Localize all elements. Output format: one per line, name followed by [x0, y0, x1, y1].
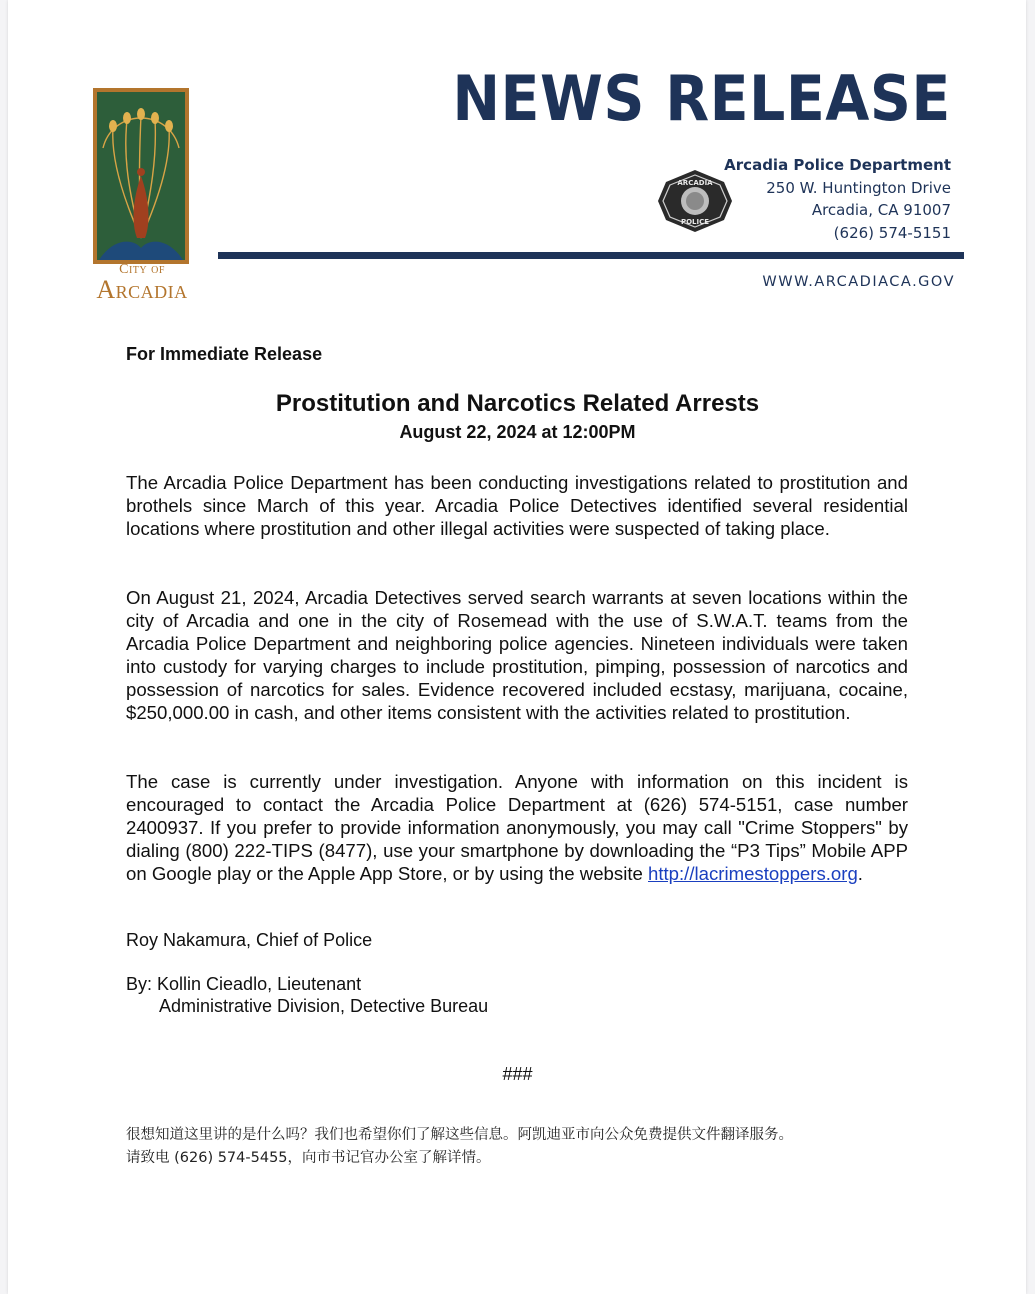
badge-bottom-text: POLICE	[680, 218, 710, 226]
end-mark: ###	[502, 1064, 533, 1084]
news-release-headline: NEWS RELEASE	[452, 62, 951, 135]
translation-notice-line-2: 请致电 (626) 574-5455，向市书记官办公室了解详情。	[126, 1150, 491, 1166]
logo-city-of: City of	[119, 262, 165, 277]
translation-notice	[126, 1124, 926, 1170]
badge-top-text: ARCADIA	[677, 179, 713, 187]
body-paragraph-2: On August 21, 2024, Arcadia Detectives served search warrants at seven locations within the city of Arcadia and one in the city of Rosemead with the use of S.W.A.T. teams from the Arcadia Police Department and neighboring police agencies. Nineteen individuals were taken into custody for varying charges to include prostitution, pimping, possession of narcotics and possession of narcotics for sales. Evidence recovered included ecstasy, marijuana, cocaine, $250,000.00 in cash, and other items consistent with the activities related to prostitution.	[126, 587, 908, 723]
body-paragraph-3-text: The case is currently under investigation. Anyone with information on this incident is encouraged to contact the Arcadia Police Department at (626) 574-5151, case number 2400937. If you prefer to provide information anonymously, you may call "Crime Stoppers" by dialing (800) 222-TIPS (8477), use your smartphone by downloading the “P3 Tips” Mobile APP on Google play or the Apple App Store, or by using the website	[126, 771, 908, 884]
chief-signature: Roy Nakamura, Chief of Police	[126, 930, 373, 950]
department-phone: (626) 574-5151	[833, 223, 951, 242]
release-title: Prostitution and Narcotics Related Arrests	[275, 390, 760, 417]
crime-stoppers-link[interactable]: http://lacrimestoppers.org	[648, 863, 858, 884]
release-date: August 22, 2024 at 12:00PM	[399, 422, 636, 442]
body-paragraph-3	[126, 770, 908, 885]
link-suffix: .	[857, 863, 863, 884]
peacock-emblem-icon	[93, 88, 189, 264]
author-byline: By: Kollin Cieadlo, Lieutenant	[126, 974, 362, 994]
department-name: Arcadia Police Department	[724, 156, 951, 174]
header-divider	[218, 252, 964, 259]
translation-notice-line-1: 很想知道这里讲的是什么吗？我们也希望你们了解这些信息。阿凯迪亚市向公众免费提供文件翻译服务。	[126, 1127, 793, 1143]
logo-city-name: Arcadia	[96, 275, 188, 304]
body-paragraph-1: The Arcadia Police Department has been conducting investigations related to prostitution and brothels since March of this year. Arcadia Police Detectives identified several residential locations where prostitution and other illegal activities were suspected of taking place.	[126, 472, 908, 539]
address-line-2: Arcadia, CA 91007	[811, 201, 951, 219]
author-division: Administrative Division, Detective Bureau	[159, 996, 489, 1016]
department-contact-block	[724, 154, 951, 244]
release-tag: For Immediate Release	[126, 344, 323, 364]
website-url: WWW.ARCADIACA.GOV	[762, 274, 955, 290]
address-line-1: 250 W. Huntington Drive	[766, 178, 951, 197]
city-logo	[80, 86, 204, 306]
police-badge-icon	[656, 168, 734, 234]
